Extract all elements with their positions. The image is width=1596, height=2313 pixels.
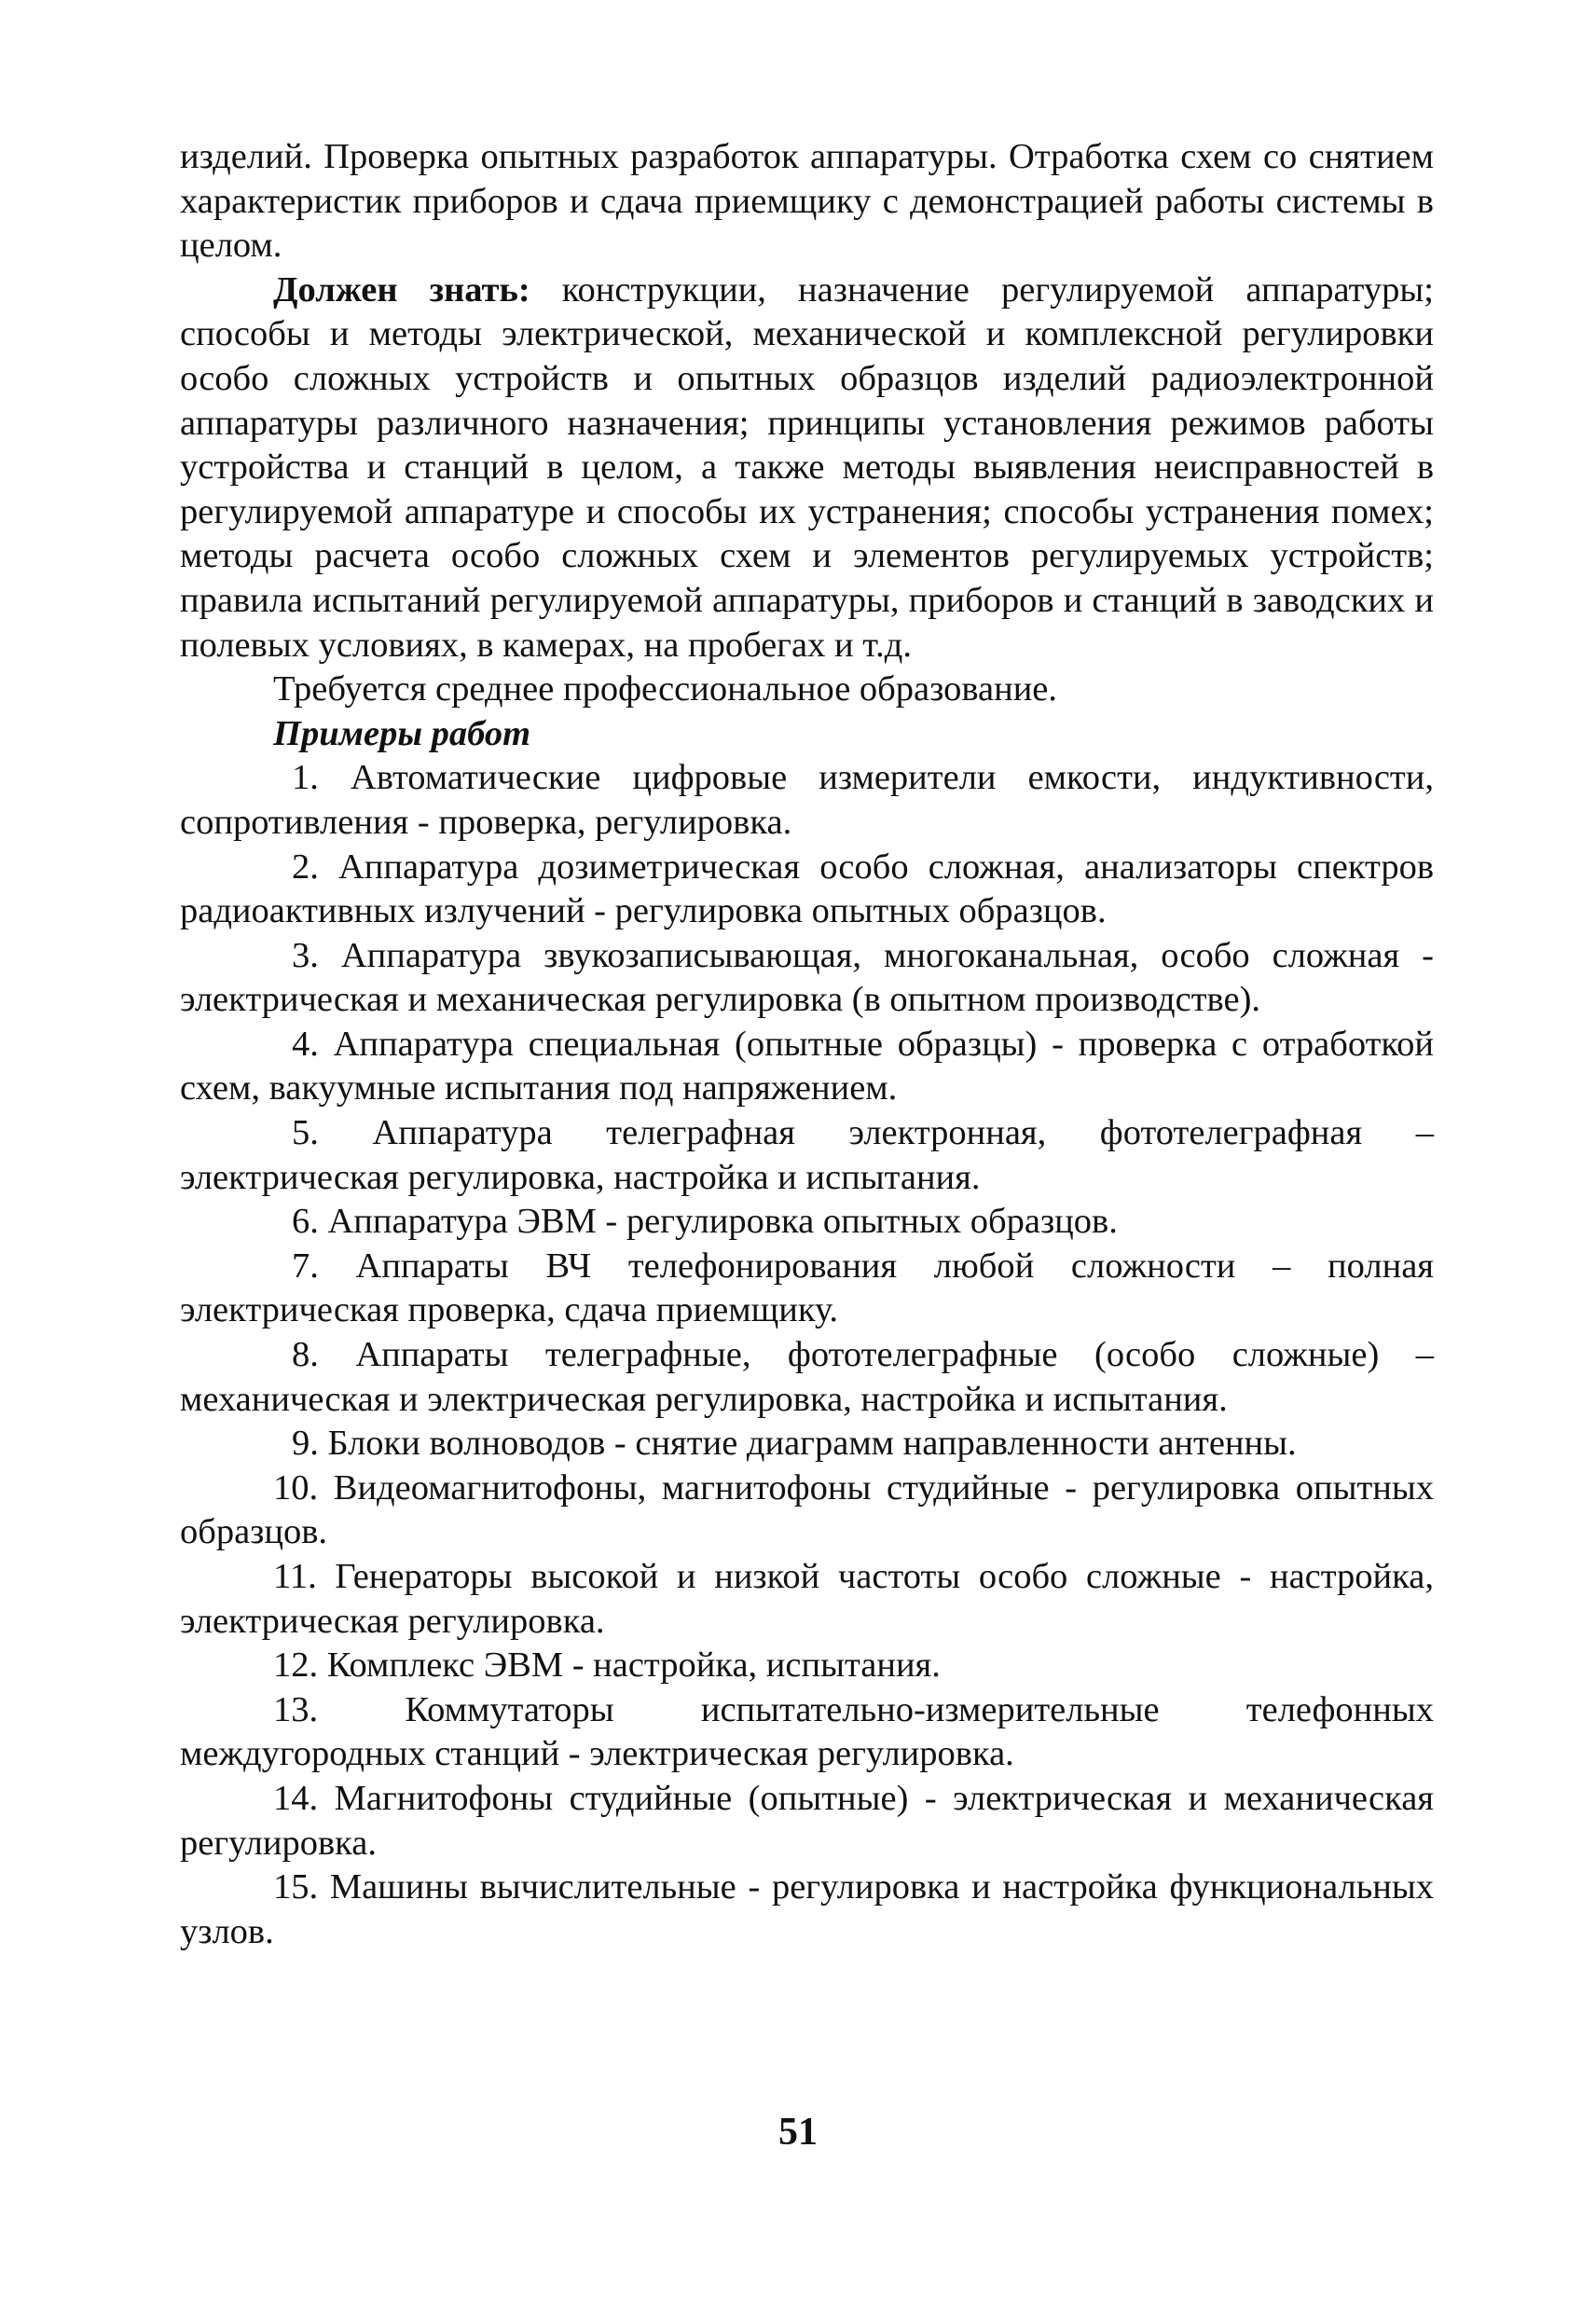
example-item: 5. Аппаратура телеграфная электронная, фототелеграфная – электрическая регулировка, настройка и испытания. — [180, 1113, 1434, 1197]
example-item: 14. Магнитофоны студийные (опытные) - электрическая и механическая регулировка. — [180, 1778, 1434, 1863]
example-item: 2. Аппаратура дозиметрическая особо сложная, анализаторы спектров радиоактивных излучений - регулировка опытных образцов. — [180, 847, 1434, 931]
example-item: 11. Генераторы высокой и низкой частоты особо сложные - настройка, электрическая регулировка. — [180, 1557, 1434, 1641]
knowledge-paragraph — [180, 268, 1434, 668]
example-item: 13. Коммутаторы испытательно-измерительные телефонных междугородных станций - электрическая регулировка. — [180, 1689, 1434, 1774]
knowledge-label: Должен знать: — [273, 269, 530, 310]
example-item: 6. Аппаратура ЭВМ - регулировка опытных образцов. — [292, 1202, 1118, 1242]
knowledge-text: конструкции, назначение регулируемой аппаратуры; способы и методы электрической, механической и комплексной регулировки особо сложных устройств и опытных образцов изделий радиоэлектронной аппаратуры различного назначения; принципы установления режимов работы устройства и станций в целом, а также методы выявления неисправностей в регулируемой аппаратуре и способы их устранения; способы устранения помех; методы расчета особо сложных схем и элементов регулируемых устройств; правила испытаний регулируемой аппаратуры, приборов и станций в заводских и полевых условиях, в камерах, на пробегах и т.д. — [180, 269, 1435, 665]
example-item: 3. Аппаратура звукозаписывающая, многоканальная, особо сложная - электрическая и механическая регулировка (в опытном производстве). — [180, 935, 1434, 1020]
examples-heading: Примеры работ — [273, 713, 531, 753]
page-number: 51 — [778, 2111, 818, 2154]
example-item: 7. Аппараты ВЧ телефонирования любой сложности – полная электрическая проверка, сдача приемщику. — [180, 1246, 1434, 1330]
example-item: 4. Аппаратура специальная (опытные образцы) - проверка с отработкой схем, вакуумные испытания под напряжением. — [180, 1024, 1434, 1108]
example-item: 8. Аппараты телеграфные, фототелеграфные (особо сложные) – механическая и электрическая регулировка, настройка и испытания. — [180, 1335, 1434, 1419]
page-body — [180, 135, 1434, 1954]
intro-paragraph: изделий. Проверка опытных разработок аппаратуры. Отработка схем со снятием характеристик приборов и сдача приемщику с демонстрацией работы системы в целом. — [180, 137, 1434, 266]
example-item: 10. Видеомагнитофоны, магнитофоны студийные - регулировка опытных образцов. — [180, 1467, 1434, 1552]
example-item: 15. Машины вычислительные - регулировка и настройка функциональных узлов. — [180, 1867, 1434, 1951]
example-item: 1. Автоматические цифровые измерители емкости, индуктивности, сопротивления - проверка, регулировка. — [180, 758, 1434, 842]
education-requirement: Требуется среднее профессиональное образование. — [273, 669, 1058, 709]
example-item: 12. Комплекс ЭВМ - настройка, испытания. — [273, 1645, 941, 1686]
example-item: 9. Блоки волноводов - снятие диаграмм направленности антенны. — [292, 1424, 1297, 1464]
